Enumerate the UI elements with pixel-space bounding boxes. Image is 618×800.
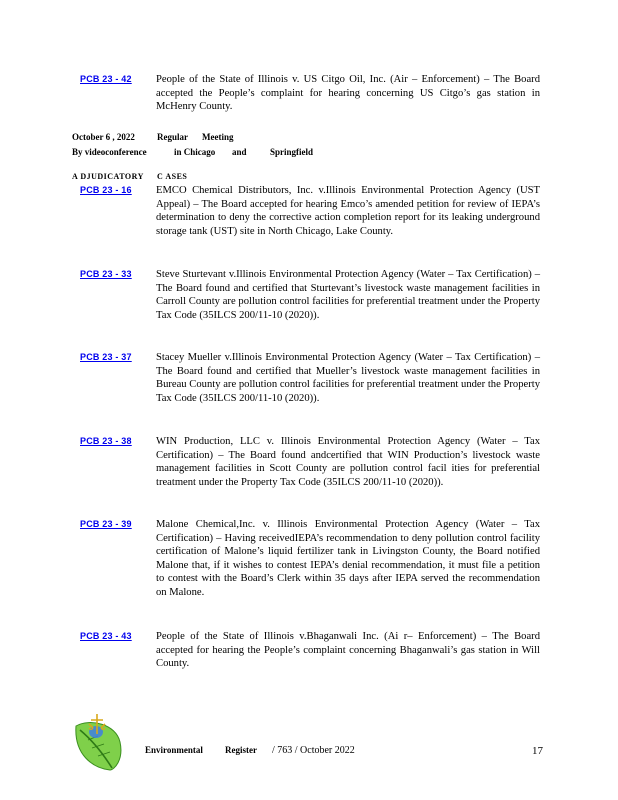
meeting-label: Meeting: [202, 132, 234, 142]
case-entry: [80, 630, 540, 671]
meeting-date: October 6 , 2022: [72, 132, 135, 142]
meeting-info: [72, 130, 313, 160]
case-link[interactable]: PCB 23 - 42: [80, 74, 132, 84]
case-description: Malone Chemical,Inc. v. Illinois Environmental Protection Agency (Water – Tax Certification) – Having receivedIEPA’s recommendation to deny pollution control facility certification of Malone’s liquid fertilizer tank in Livingston County, the Board notified Malone that, if it wishes to contest IEPA’s denial recommendation, it must file a petition to contest with the Board’s Clerk within 35 days after IEPA served the recommendation on Malone.: [156, 519, 540, 598]
case-link[interactable]: PCB 23 - 16: [80, 185, 132, 195]
case-link[interactable]: PCB 23 - 33: [80, 269, 132, 279]
case-link[interactable]: PCB 23 - 43: [80, 631, 132, 641]
meeting-and: and: [232, 147, 247, 157]
case-link[interactable]: PCB 23 - 39: [80, 519, 132, 529]
section-heading: [72, 172, 188, 181]
case-description: Stacey Mueller v.Illinois Environmental Protection Agency (Water – Tax Certification) – The Board found and certified that Mueller’s livestock waste management facilities in Bureau County are pollution control facilities for preferential treatment under the Property Tax Code (35ILCS 200/11-10 (2020)).: [156, 352, 540, 404]
case-description: EMCO Chemical Distributors, Inc. v.Illinois Environmental Protection Agency (UST Appeal) – The Board accepted for hearing Emco’s amended petition for review of IEPA’s determination to deny the corrective action completion report for its leaking underground storage tank (UST) site in North Chicago, Lake County.: [156, 185, 540, 237]
case-description: WIN Production, LLC v. Illinois Environmental Protection Agency (Water – Tax Certification) – The Board found andcertified that WIN Production’s livestock waste management facilities in Scott County are pollution control facil ities for preferential treatment under the Property Tax Code (35ILCS 200/11-10 (2020)).: [156, 436, 540, 488]
section-heading-right: C ASES: [157, 172, 188, 181]
case-link[interactable]: PCB 23 - 37: [80, 352, 132, 362]
case-description: Steve Sturtevant v.Illinois Environmental Protection Agency (Water – Tax Certification) – The Board found and certified that Sturtevant’s livestock waste management facilities in Carroll County are pollution control facilities for preferential treatment under the Property Tax Code (35ILCS 200/11-10 (2020)).: [156, 269, 540, 321]
page-footer: [0, 745, 618, 765]
case-entry: [80, 73, 540, 114]
footer-publication: Environmental: [145, 745, 203, 755]
case-entry: [80, 435, 540, 489]
page-number: 17: [532, 745, 543, 757]
footer-register: Register: [225, 745, 257, 755]
case-link[interactable]: PCB 23 - 38: [80, 436, 132, 446]
case-entry: [80, 518, 540, 600]
meeting-type: Regular: [157, 132, 188, 142]
case-description: People of the State of Illinois v. US Citgo Oil, Inc. (Air – Enforcement) – The Board accepted the People’s complaint for hearing concerning US Citgo’s gas station in McHenry County.: [156, 74, 540, 113]
meeting-location-2: Springfield: [270, 147, 314, 157]
case-entry: [80, 184, 540, 238]
footer-issue: / 763 / October 2022: [272, 745, 355, 756]
section-heading-left: A DJUDICATORY: [72, 172, 144, 181]
case-entry: [80, 351, 540, 405]
meeting-by: By videoconference: [72, 147, 147, 157]
meeting-location-1: in Chicago: [174, 147, 216, 157]
case-description: People of the State of Illinois v.Bhaganwali Inc. (Ai r– Enforcement) – The Board accepted for hearing the People’s complaint concerning Bhaganwali’s gas station in Will County.: [156, 631, 540, 670]
case-entry: [80, 268, 540, 322]
